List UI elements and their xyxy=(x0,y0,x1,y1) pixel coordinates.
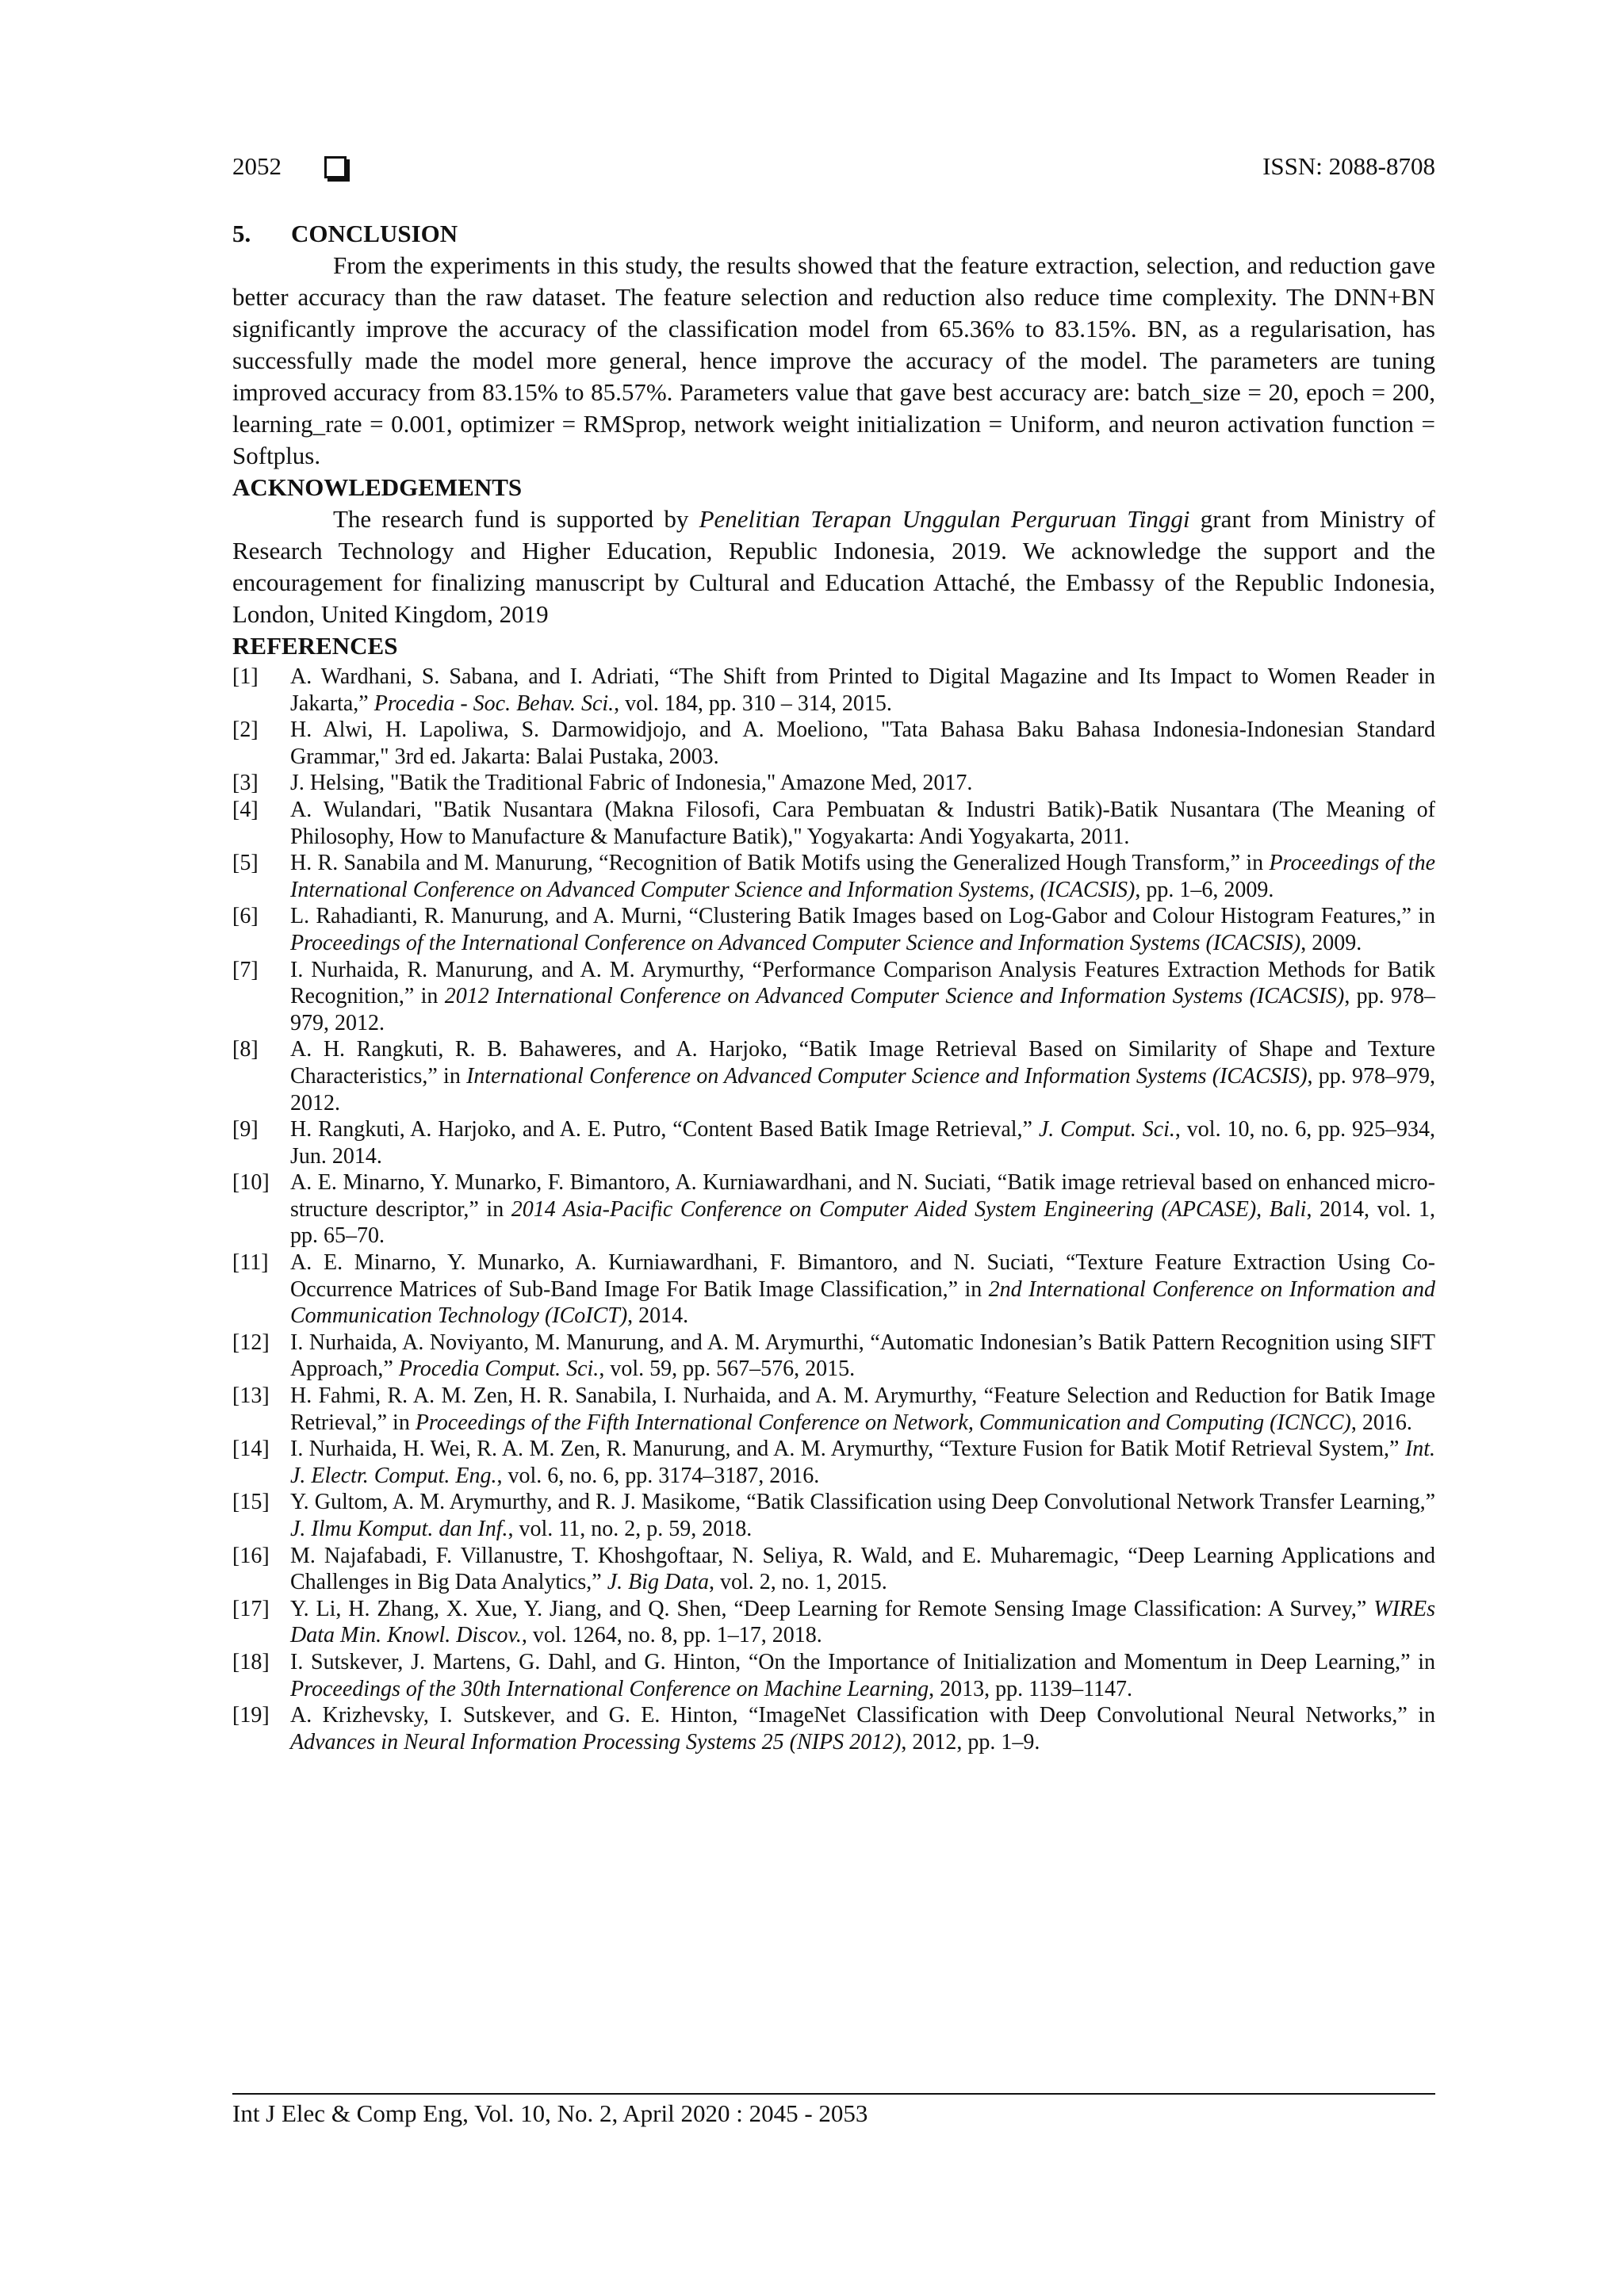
reference-text: A. H. Rangkuti, R. B. Bahaweres, and A. Harjoko, “Batik Image Retrieval Based on Similarity of Shape and Texture Characteristics,” in xyxy=(290,1037,1435,1089)
reference-details: , pp. 978–979, 2012. xyxy=(290,984,1436,1035)
reference-number: [17] xyxy=(232,1596,270,1621)
reference-item xyxy=(232,1249,1435,1330)
reference-venue: Proceedings of the 30th International Conference on Machine Learning xyxy=(290,1676,929,1701)
reference-text: I. Nurhaida, H. Wei, R. A. M. Zen, R. Manurung, and A. M. Arymurthy, “Texture Fusion for Batik Motif Retrieval System,” xyxy=(290,1437,1405,1462)
reference-details: , vol. 184, pp. 310 – 314, 2015. xyxy=(614,691,892,716)
acknowledgements-paragraph xyxy=(232,503,1435,630)
reference-number: [15] xyxy=(232,1490,270,1515)
page-footer xyxy=(232,2093,1435,2128)
reference-text: I. Sutskever, J. Martens, G. Dahl, and G. Hinton, “On the Importance of Initialization and Momentum in Deep Learning,” in xyxy=(290,1649,1435,1674)
reference-details: , 2013, pp. 1139–1147. xyxy=(929,1676,1133,1701)
reference-number: [19] xyxy=(232,1703,270,1728)
reference-details: , vol. 59, pp. 567–576, 2015. xyxy=(599,1357,856,1382)
reference-item xyxy=(232,850,1435,903)
reference-venue: Proceedings of the International Conference on Advanced Computer Science and Information Systems (ICACSIS) xyxy=(290,930,1301,955)
reference-number: [1] xyxy=(232,664,259,689)
page-number: 2052 xyxy=(232,152,282,180)
square-box-icon xyxy=(324,156,347,178)
reference-text: H. Alwi, H. Lapoliwa, S. Darmowidjojo, and A. Moeliono, "Tata Bahasa Baku Bahasa Indonesia-Indonesian Standard Grammar," 3rd ed. Jakarta: Balai Pustaka, 2003. xyxy=(290,718,1435,769)
reference-number: [4] xyxy=(232,797,259,822)
acknowledgements-heading: ACKNOWLEDGEMENTS xyxy=(232,473,523,501)
reference-number: [13] xyxy=(232,1383,270,1409)
reference-number: [12] xyxy=(232,1330,270,1355)
reference-item xyxy=(232,797,1435,850)
reference-item xyxy=(232,664,1435,717)
reference-venue: 2nd International Conference on Information and Communication Technology (ICoICT) xyxy=(290,1276,1435,1329)
ack-text-before: The research fund is supported by xyxy=(333,505,699,533)
conclusion-paragraph: From the experiments in this study, the results showed that the feature extraction, selection, and reduction gave better accuracy than the raw dataset. The feature selection and reduction also reduce time complexity. The DNN+BN significantly improve the accuracy of the classification model from 65.36% to 83.15%. BN, as a regularisation, has successfully made the model more general, hence improve the accuracy of the model. The parameters are tuning improved accuracy from 83.15% to 85.57%. Parameters value that gave best accuracy are: batch_size = 20, epoch = 200, learning_rate = 0.001, optimizer = RMSprop, network weight initialization = Uniform, and neuron activation function = Softplus. xyxy=(232,251,1435,469)
reference-item xyxy=(232,1436,1435,1489)
references-heading: REFERENCES xyxy=(232,632,398,660)
reference-venue: J. Ilmu Komput. dan Inf. xyxy=(290,1517,508,1541)
reference-venue: Proceedings of the Fifth International Conference on Network, Communication and Computing (ICNCC) xyxy=(415,1410,1351,1435)
reference-number: [16] xyxy=(232,1543,270,1568)
reference-number: [14] xyxy=(232,1437,270,1462)
reference-number: [7] xyxy=(232,957,259,982)
reference-text: M. Najafabadi, F. Villanustre, T. Khoshgoftaar, N. Seliya, R. Wald, and E. Muharemagic, “Deep Learning Applications and Challenges in Big Data Analytics,” xyxy=(290,1543,1435,1595)
reference-item xyxy=(232,770,1435,797)
section-number: 5. xyxy=(232,220,251,247)
reference-text: I. Nurhaida, A. Noviyanto, M. Manurung, and A. M. Arymurthi, “Automatic Indonesian’s Batik Pattern Recognition using SIFT Approach,” xyxy=(290,1330,1435,1382)
reference-details: , 2014, vol. 1, pp. 65–70. xyxy=(290,1196,1435,1249)
reference-number: [8] xyxy=(232,1037,259,1062)
reference-details: , vol. 6, no. 6, pp. 3174–3187, 2016. xyxy=(496,1463,820,1488)
reference-details: , pp. 1–6, 2009. xyxy=(1135,877,1274,902)
reference-details: , vol. 11, no. 2, p. 59, 2018. xyxy=(508,1517,753,1541)
conclusion-heading xyxy=(232,218,1435,250)
page-header xyxy=(232,152,1435,190)
reference-details: , 2012, pp. 1–9. xyxy=(901,1729,1040,1755)
reference-text: Y. Li, H. Zhang, X. Xue, Y. Jiang, and Q. Shen, “Deep Learning for Remote Sensing Image Classification: A Survey,” xyxy=(290,1596,1374,1621)
reference-item xyxy=(232,1543,1435,1596)
reference-venue: Procedia - Soc. Behav. Sci. xyxy=(373,691,615,716)
reference-text: A. E. Minarno, Y. Munarko, F. Bimantoro, A. Kurniawardhani, and N. Suciati, “Batik image retrieval based on enhanced micro-structure descriptor,” in xyxy=(290,1170,1435,1222)
reference-text: H. Fahmi, R. A. M. Zen, H. R. Sanabila, I. Nurhaida, and A. M. Arymurthy, “Feature Selection and Reduction for Batik Image Retrieval,” in xyxy=(290,1383,1435,1435)
reference-number: [6] xyxy=(232,904,259,929)
reference-number: [10] xyxy=(232,1170,270,1196)
reference-item xyxy=(232,1702,1435,1755)
reference-details: , vol. 10, no. 6, pp. 925–934, Jun. 2014. xyxy=(290,1117,1435,1169)
reference-item xyxy=(232,1596,1435,1649)
reference-text: A. Wulandari, "Batik Nusantara (Makna Filosofi, Cara Pembuatan & Industri Batik)-Batik Nusantara (The Meaning of Philosophy, How to Manufacture & Manufacture Batik)," Yogyakarta: Andi Yogyakarta, 2011. xyxy=(290,797,1435,849)
reference-number: [5] xyxy=(232,851,259,876)
reference-number: [11] xyxy=(232,1250,269,1276)
main-content xyxy=(232,218,1435,1755)
footer-citation: Int J Elec & Comp Eng, Vol. 10, No. 2, April 2020 : 2045 - 2053 xyxy=(232,2099,868,2127)
reference-text: H. R. Sanabila and M. Manurung, “Recognition of Batik Motifs using the Generalized Hough Transform,” in xyxy=(290,851,1270,876)
ack-text-after: grant from Ministry of Research Technology and Higher Education, Republic Indonesia, 2019. We acknowledge the support and the encouragement for finalizing manuscript by Cultural and Education Attaché, the Embassy of the Republic Indonesia, London, United Kingdom, 2019 xyxy=(232,505,1436,628)
ack-grant-name: Penelitian Terapan Unggulan Perguruan Tinggi xyxy=(699,505,1190,533)
reference-venue: 2014 Asia-Pacific Conference on Computer Aided System Engineering (APCASE), Bali xyxy=(511,1196,1307,1222)
reference-item xyxy=(232,1383,1435,1436)
reference-item xyxy=(232,1649,1435,1702)
reference-venue: Int. J. Electr. Comput. Eng. xyxy=(290,1437,1435,1488)
reference-text: L. Rahadianti, R. Manurung, and A. Murni, “Clustering Batik Images based on Log-Gabor and Colour Histogram Features,” in xyxy=(290,904,1435,929)
reference-item xyxy=(232,1489,1435,1542)
reference-venue: J. Big Data xyxy=(607,1570,710,1595)
reference-number: [9] xyxy=(232,1117,259,1142)
reference-list xyxy=(232,664,1435,1755)
issn-label: ISSN: 2088-8708 xyxy=(1262,152,1435,180)
reference-number: [3] xyxy=(232,771,259,796)
reference-venue: Advances in Neural Information Processing Systems 25 (NIPS 2012) xyxy=(290,1729,902,1755)
reference-text: Y. Gultom, A. M. Arymurthy, and R. J. Masikome, “Batik Classification using Deep Convolutional Network Transfer Learning,” xyxy=(290,1490,1435,1515)
reference-item xyxy=(232,1330,1435,1383)
reference-text: H. Rangkuti, A. Harjoko, and A. E. Putro, “Content Based Batik Image Retrieval,” xyxy=(290,1117,1039,1142)
reference-venue: International Conference on Advanced Computer Science and Information Systems (ICACSIS) xyxy=(466,1063,1308,1089)
reference-details: , 2014. xyxy=(627,1303,689,1329)
reference-item xyxy=(232,1116,1435,1169)
reference-item xyxy=(232,717,1435,770)
reference-item xyxy=(232,903,1435,956)
reference-details: , 2016. xyxy=(1350,1410,1412,1435)
reference-text: I. Nurhaida, R. Manurung, and A. M. Arymurthy, “Performance Comparison Analysis Features Extraction Methods for Batik Recognition,” in xyxy=(290,957,1435,1009)
reference-venue: 2012 International Conference on Advanced Computer Science and Information Systems (ICACSIS) xyxy=(444,984,1345,1009)
reference-details: , 2009. xyxy=(1300,930,1362,955)
reference-item xyxy=(232,1169,1435,1249)
footer-divider xyxy=(232,2093,1435,2095)
reference-venue: WIREs Data Min. Knowl. Discov. xyxy=(290,1596,1435,1648)
reference-item xyxy=(232,957,1435,1037)
reference-item xyxy=(232,1036,1435,1116)
reference-text: A. E. Minarno, Y. Munarko, A. Kurniawardhani, F. Bimantoro, and N. Suciati, “Texture Feature Extraction Using Co-Occurrence Matrices of Sub-Band Image For Batik Image Classification,” in xyxy=(290,1250,1435,1302)
reference-text: A. Krizhevsky, I. Sutskever, and G. E. Hinton, “ImageNet Classification with Deep Convolutional Neural Networks,” in xyxy=(290,1703,1435,1728)
reference-number: [18] xyxy=(232,1649,270,1674)
section-title: CONCLUSION xyxy=(291,220,458,247)
reference-text: J. Helsing, "Batik the Traditional Fabric of Indonesia," Amazone Med, 2017. xyxy=(290,771,973,796)
reference-details: , vol. 1264, no. 8, pp. 1–17, 2018. xyxy=(521,1623,822,1648)
reference-details: , vol. 2, no. 1, 2015. xyxy=(709,1570,887,1595)
reference-details: , pp. 978–979, 2012. xyxy=(290,1063,1436,1115)
reference-venue: Procedia Comput. Sci. xyxy=(398,1357,599,1382)
reference-text: A. Wardhani, S. Sabana, and I. Adriati, “The Shift from Printed to Digital Magazine and Its Impact to Women Reader in Jakarta,” xyxy=(290,664,1435,716)
reference-number: [2] xyxy=(232,718,259,743)
reference-venue: Proceedings of the International Conference on Advanced Computer Science and Information Systems, (ICACSIS) xyxy=(290,851,1436,902)
reference-venue: J. Comput. Sci. xyxy=(1038,1117,1175,1142)
